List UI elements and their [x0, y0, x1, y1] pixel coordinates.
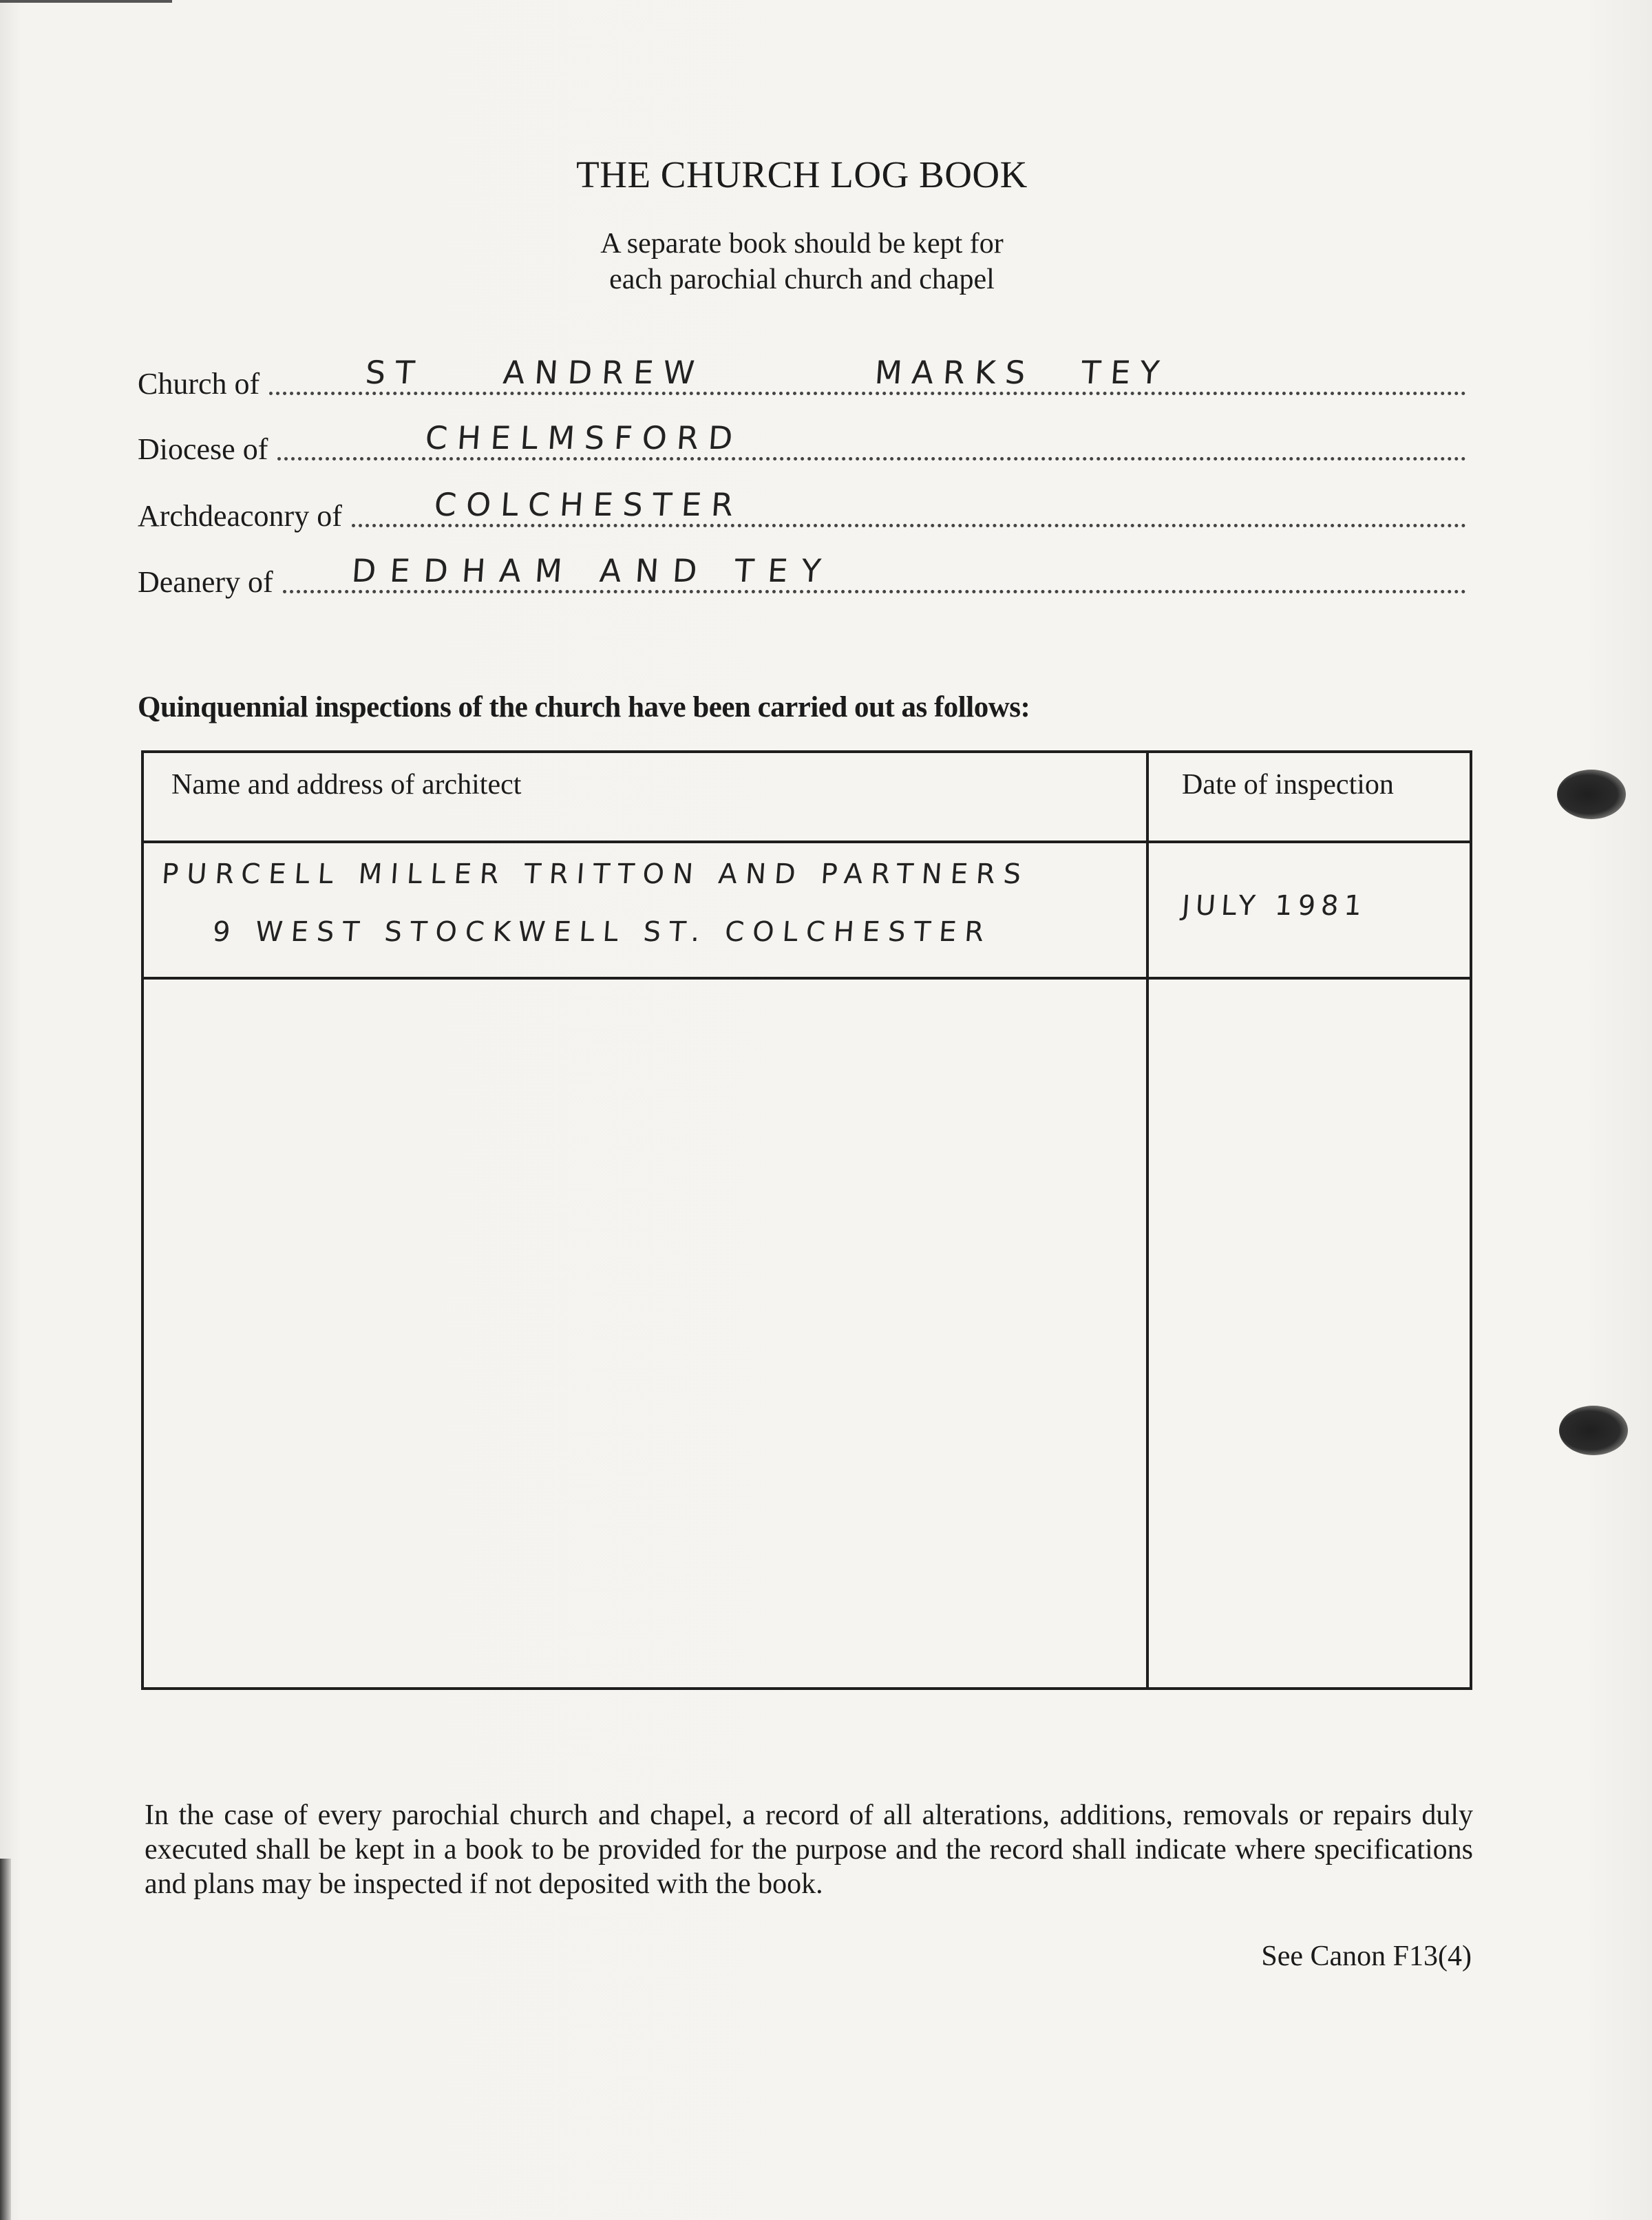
- architect-cell: [142, 842, 1147, 978]
- table-header-row: [142, 752, 1471, 842]
- binding-shadow: [0, 1859, 11, 2220]
- church-value-part: ST: [364, 354, 426, 391]
- date-cell: [1147, 842, 1471, 978]
- inspection-date: JULY 1981: [1180, 890, 1368, 922]
- church-field: [138, 351, 1466, 399]
- archdeaconry-value: COLCHESTER: [432, 486, 744, 523]
- page-title: THE CHURCH LOG BOOK: [576, 154, 1028, 195]
- church-value-part: TEY: [1080, 354, 1171, 391]
- inspections-heading: Quinquennial inspections of the church have been carried out as follows:: [138, 691, 1030, 723]
- punch-hole-lower: [1559, 1406, 1628, 1455]
- canon-reference: See Canon F13(4): [1261, 1941, 1472, 1972]
- church-label: Church of: [138, 367, 260, 401]
- archdeaconry-label: Archdeaconry of: [138, 499, 342, 533]
- diocese-line: [277, 419, 1466, 465]
- church-line: [269, 354, 1466, 399]
- diocese-field: [138, 416, 1466, 465]
- table-row: [142, 842, 1471, 978]
- table-row-empty: [142, 978, 1471, 1689]
- archdeaconry-field: [138, 483, 1466, 531]
- subtitle-line: each parochial church and chapel: [609, 264, 995, 295]
- page-subtitle: [0, 226, 1604, 297]
- inspections-table: [141, 750, 1472, 1690]
- diocese-label: Diocese of: [138, 432, 268, 466]
- deanery-field: [138, 549, 1466, 598]
- archdeaconry-line: [352, 486, 1466, 531]
- diocese-value: CHELMSFORD: [424, 419, 744, 456]
- architect-cell-empty: [142, 978, 1147, 1689]
- date-cell-empty: [1147, 978, 1471, 1689]
- column-header-date: Date of inspection: [1147, 752, 1471, 842]
- subtitle-line: A separate book should be kept for: [600, 228, 1004, 260]
- church-value-part: MARKS: [873, 354, 1037, 391]
- punch-hole-upper: [1557, 770, 1626, 819]
- column-header-architect: Name and address of architect: [142, 752, 1147, 842]
- architect-line: PURCELL MILLER TRITTON AND PARTNERS: [160, 858, 1030, 890]
- deanery-value: DEDHAM AND TEY: [350, 552, 836, 589]
- architect-line: 9 WEST STOCKWELL ST. COLCHESTER: [211, 916, 993, 948]
- page-edge: [0, 0, 172, 3]
- deanery-label: Deanery of: [138, 565, 273, 599]
- footnote-text: In the case of every parochial church and chapel, a record of all alterations, additions, removals or repairs duly executed shall be kept in a book to be provided for the purpose and the record shall indicate where specifications and plans may be inspected if not deposited with the book.: [145, 1799, 1473, 1900]
- church-value-part: ANDREW: [502, 354, 706, 391]
- deanery-line: [283, 552, 1466, 598]
